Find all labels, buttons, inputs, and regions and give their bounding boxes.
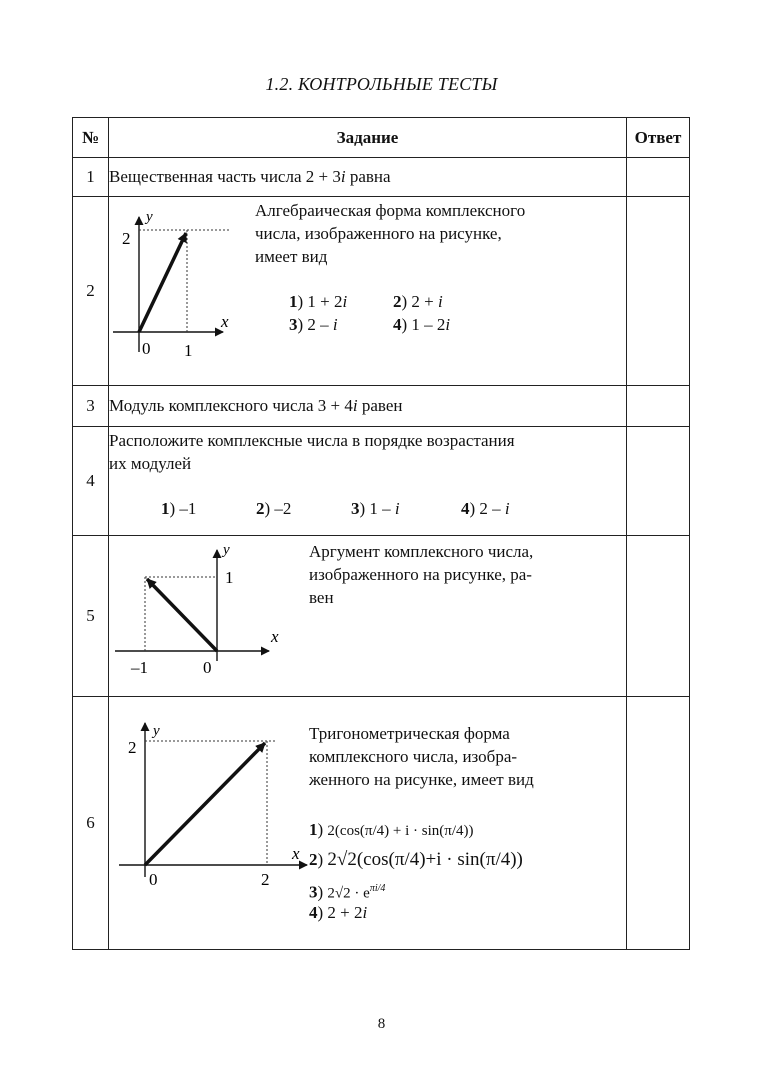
- task-text: Модуль комплексного числа 3 + 4i равен: [109, 396, 403, 415]
- task-cell: [109, 386, 627, 427]
- option: 1) 1 + 2i: [289, 292, 348, 311]
- y-tick-label: 2: [122, 229, 131, 248]
- task-text: Алгебраическая форма комплексного числа, изображенного на рисунке, имеет вид: [255, 201, 526, 266]
- row-number: 1: [73, 158, 109, 197]
- origin-label: 0: [149, 870, 158, 889]
- answer-options: [309, 815, 523, 925]
- task-text: Тригонометрическая форма комплексного числа, изобра- женного на рисунке, имеет вид: [309, 724, 534, 789]
- row-number: 4: [73, 427, 109, 536]
- task-cell: [109, 197, 627, 386]
- answer-options: [161, 497, 510, 520]
- tests-table: [72, 117, 690, 950]
- y-axis-label: y: [223, 542, 230, 558]
- origin-label: 0: [142, 339, 151, 358]
- row-number: 5: [73, 536, 109, 697]
- answer-cell[interactable]: [627, 536, 690, 697]
- table-row: [73, 536, 690, 697]
- option: 3) 1 – i: [351, 499, 400, 518]
- vector-diagram: [109, 697, 309, 949]
- answer-cell[interactable]: [627, 386, 690, 427]
- option: 1) 2(cos(π/4) + i · sin(π/4)): [309, 820, 474, 839]
- answer-cell[interactable]: [627, 697, 690, 950]
- option: 2) 2√2(cos(π/4)+i · sin(π/4)): [309, 849, 523, 870]
- row-number: 6: [73, 697, 109, 950]
- option: 4) 1 – 2i: [393, 315, 451, 334]
- x-tick-label: –1: [131, 658, 148, 677]
- vector-arrow: [139, 233, 186, 332]
- y-tick-label: 1: [225, 568, 234, 587]
- table-row: [73, 158, 690, 197]
- task-cell: [109, 697, 627, 950]
- x-axis-label: x: [271, 627, 279, 646]
- table-header-row: [73, 118, 690, 158]
- y-axis-label: y: [153, 723, 160, 739]
- header-answer: Ответ: [627, 118, 690, 158]
- y-tick-label: 2: [128, 738, 137, 757]
- header-task: Задание: [109, 118, 627, 158]
- task-cell: [109, 536, 627, 697]
- answer-cell[interactable]: [627, 427, 690, 536]
- option: 2) 2 + i: [393, 292, 443, 311]
- answer-cell[interactable]: [627, 158, 690, 197]
- task-text: Расположите комплексные числа в порядке возрастания их модулей: [109, 431, 515, 473]
- task-text: Вещественная часть числа 2 + 3i равна: [109, 167, 391, 186]
- vector-arrow: [145, 743, 265, 865]
- table-row: [73, 697, 690, 950]
- task-cell: [109, 427, 627, 536]
- page-number: 8: [377, 1016, 386, 1032]
- origin-label: 0: [203, 658, 212, 677]
- x-axis-label: x: [221, 312, 229, 331]
- task-text: Аргумент комплексного числа, изображенного на рисунке, ра- вен: [309, 542, 534, 607]
- option: 3) 2 – i: [289, 315, 338, 334]
- answer-options: [289, 290, 450, 336]
- row-number: 3: [73, 386, 109, 427]
- y-axis-label: y: [146, 209, 153, 225]
- header-num: №: [73, 118, 109, 158]
- x-tick-label: 2: [261, 870, 270, 889]
- answer-cell[interactable]: [627, 197, 690, 386]
- x-tick-label: 1: [184, 341, 193, 360]
- table-row: [73, 427, 690, 536]
- option: 1) –1: [161, 499, 197, 518]
- section-title: 1.2. КОНТРОЛЬНЫЕ ТЕСТЫ: [265, 74, 498, 94]
- option: 4) 2 + 2i: [309, 903, 368, 922]
- vector-arrow: [147, 579, 217, 651]
- table-row: [73, 386, 690, 427]
- option: 3) $2√2 \cdot e^{\pi i/4}$: [309, 882, 386, 902]
- option: 2) –2: [256, 499, 292, 518]
- option: 4) 2 – i: [461, 499, 510, 518]
- row-number: 2: [73, 197, 109, 386]
- task-cell: [109, 158, 627, 197]
- x-axis-label: x: [292, 844, 300, 863]
- vector-diagram: [109, 536, 309, 696]
- table-row: [73, 197, 690, 386]
- vector-diagram: [109, 197, 259, 385]
